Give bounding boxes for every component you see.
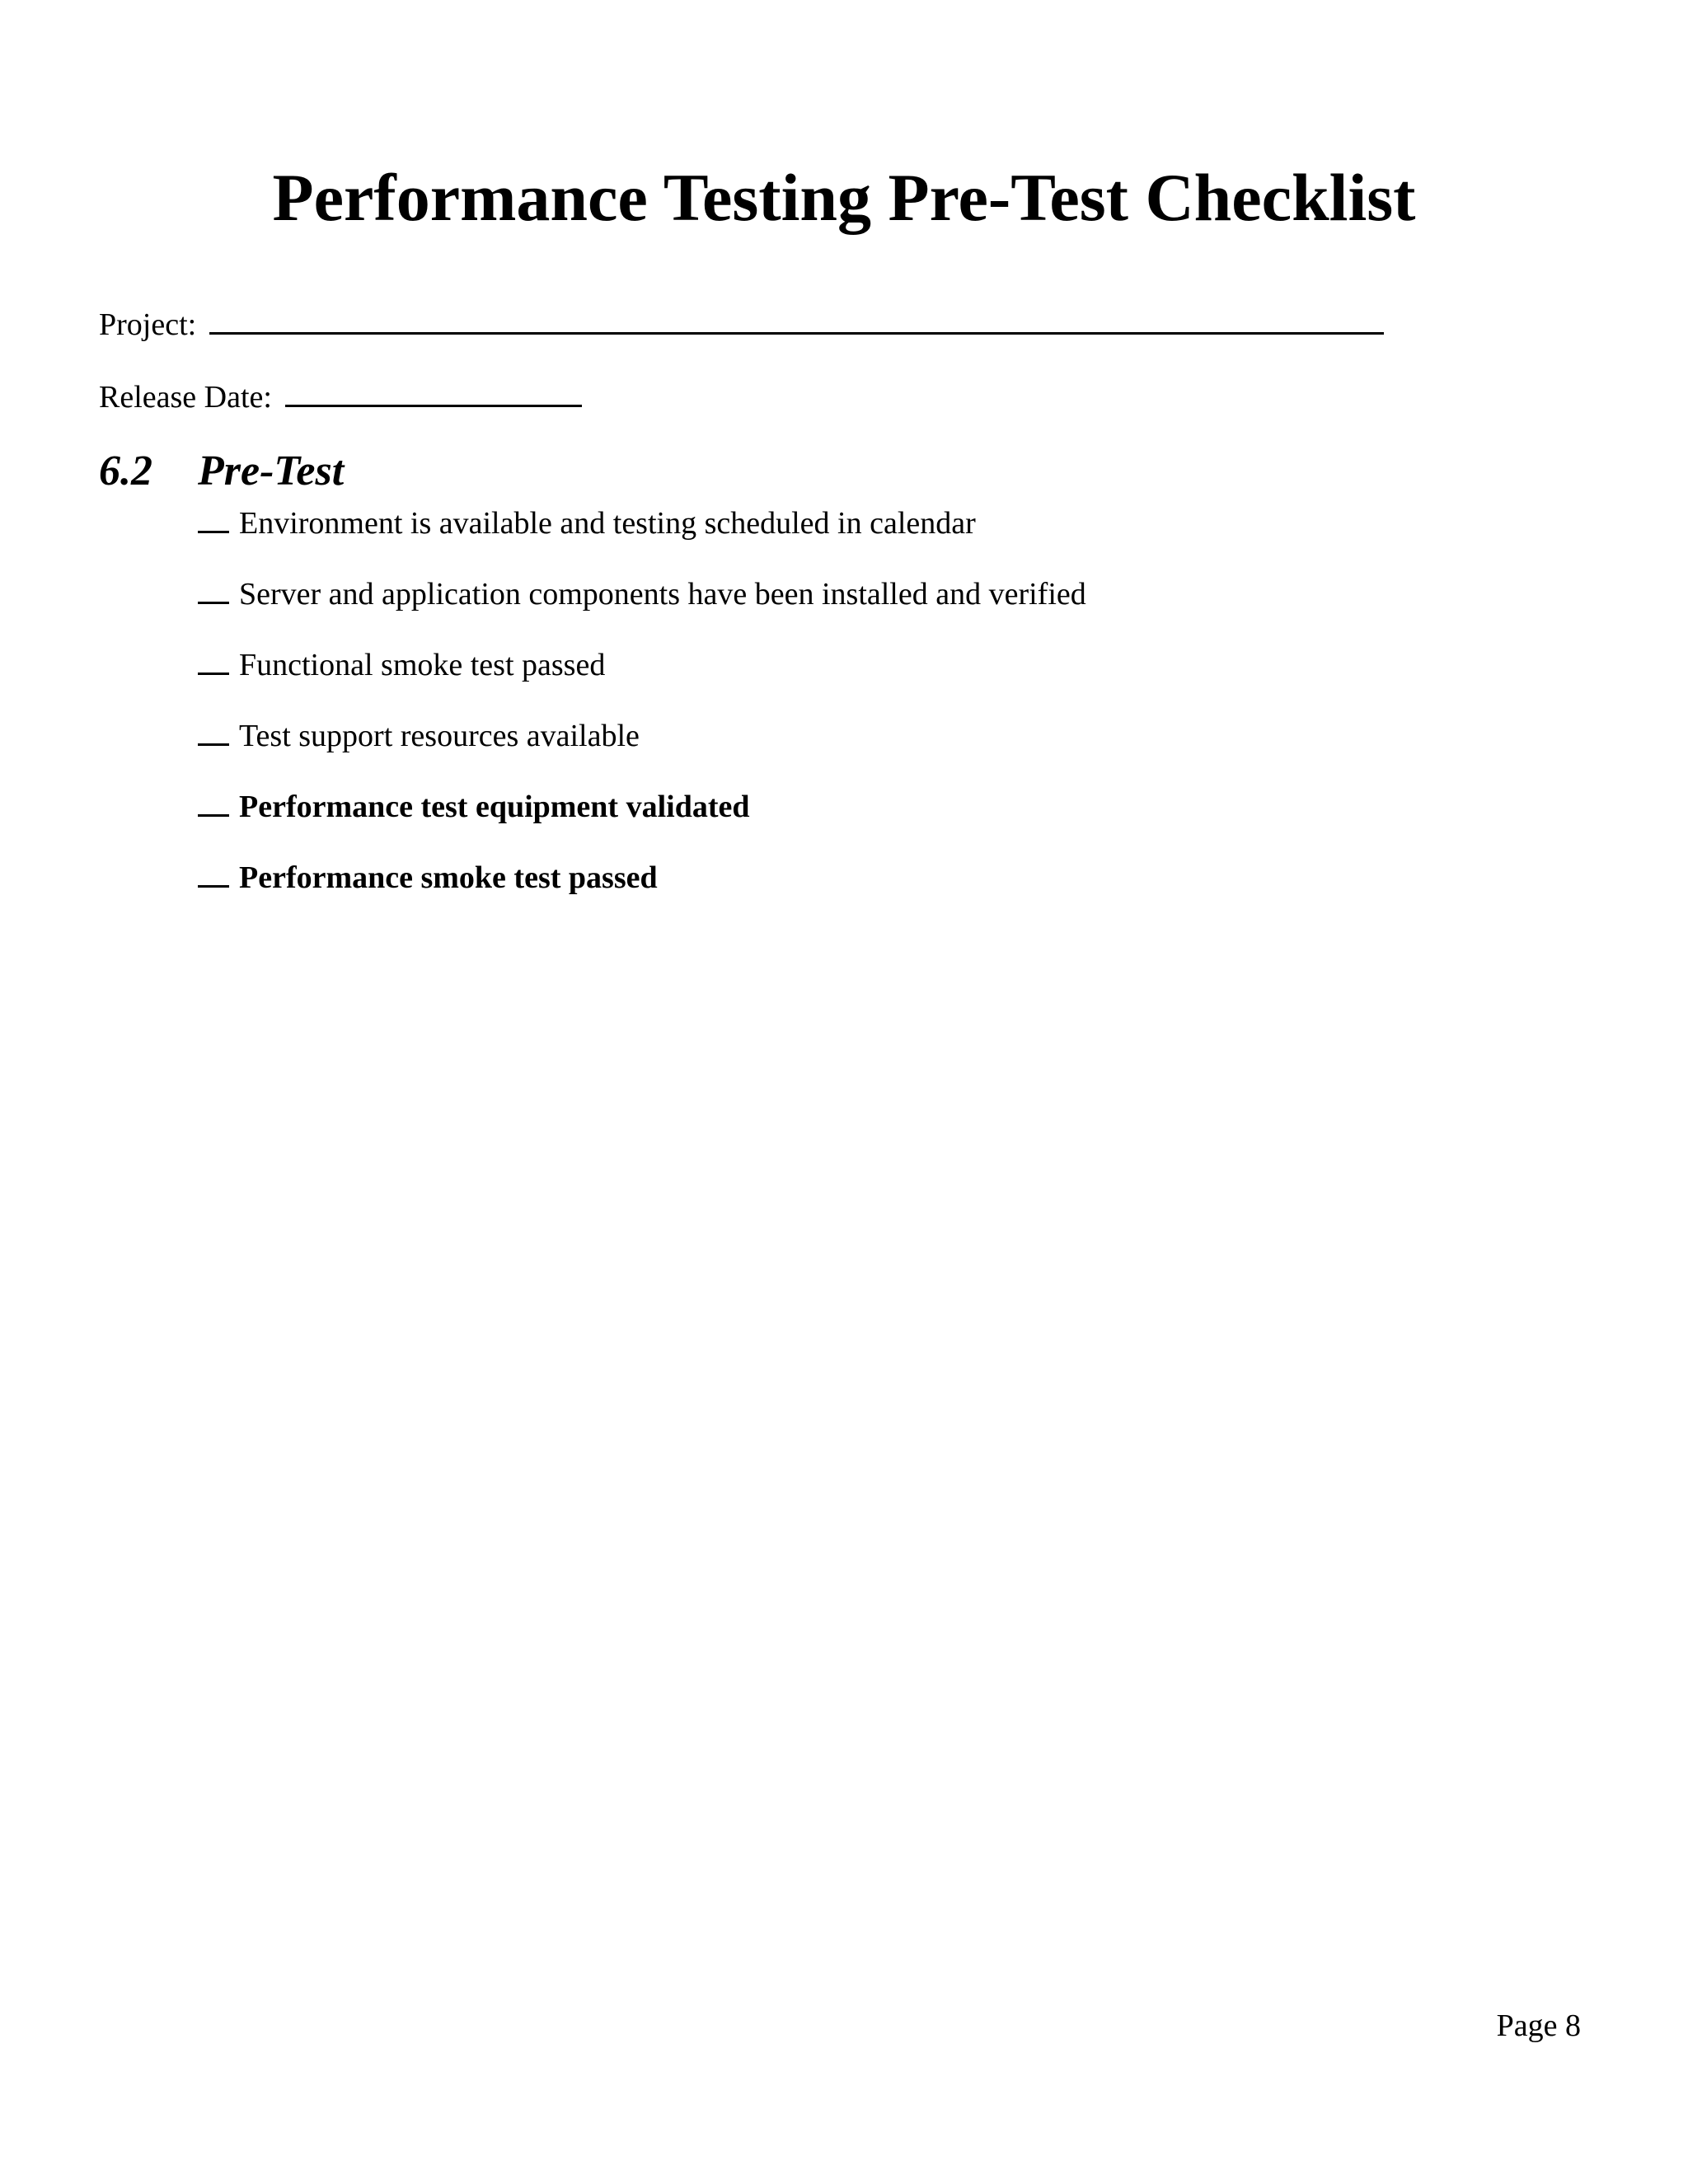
release-date-field: [99, 373, 582, 418]
project-blank-line[interactable]: [209, 301, 1384, 335]
checkbox-blank[interactable]: [198, 860, 229, 888]
release-date-label: Release Date:: [99, 380, 272, 415]
checkbox-blank[interactable]: [198, 506, 229, 533]
project-label: Project:: [99, 307, 197, 342]
checklist-item-text: Performance smoke test passed: [239, 860, 658, 895]
checklist-item: [198, 857, 1086, 928]
checkbox-blank[interactable]: [198, 719, 229, 746]
checkbox-blank[interactable]: [198, 577, 229, 604]
project-field: [99, 301, 1384, 345]
checklist-item-text: Performance test equipment validated: [239, 790, 750, 824]
checkbox-blank[interactable]: [198, 790, 229, 817]
checklist-item: [198, 574, 1086, 644]
checklist-item-text: Environment is available and testing scheduled in calendar: [239, 506, 976, 541]
section-title: Pre-Test: [198, 448, 345, 494]
release-date-blank-line[interactable]: [285, 373, 582, 407]
checklist-item-text: Functional smoke test passed: [239, 648, 606, 682]
checklist-item-text: Server and application components have been installed and verified: [239, 577, 1086, 612]
checklist-item: [198, 644, 1086, 715]
section-heading: [99, 445, 344, 498]
checkbox-blank[interactable]: [198, 648, 229, 675]
checklist-item: [198, 715, 1086, 786]
pre-test-checklist: [198, 503, 1086, 928]
section-number: 6.2: [99, 448, 152, 494]
checklist-item-text: Test support resources available: [239, 719, 640, 753]
page-number: Page 8: [1496, 2008, 1581, 2043]
checklist-item: [198, 503, 1086, 574]
page-title: Performance Testing Pre-Test Checklist: [272, 160, 1416, 235]
checklist-item: [198, 786, 1086, 857]
